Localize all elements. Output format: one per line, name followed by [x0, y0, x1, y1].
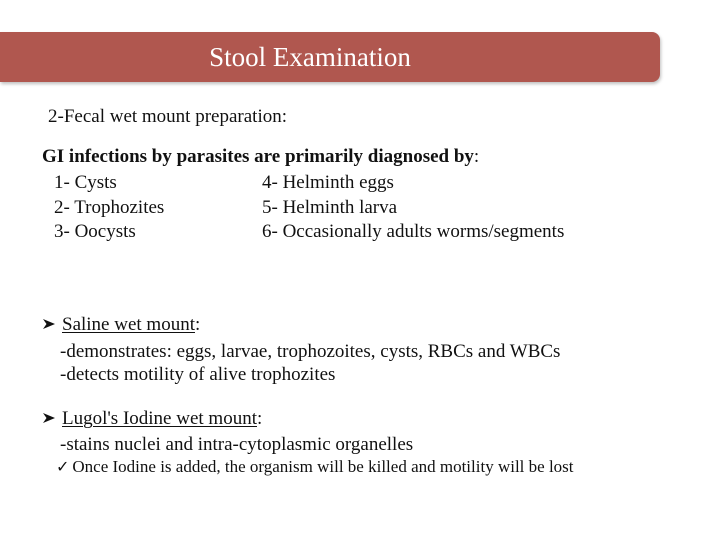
stage-item: 3- Oocysts	[54, 221, 136, 242]
check-mark-icon: ✓	[56, 459, 70, 476]
stage-item: 4- Helminth eggs	[262, 172, 394, 193]
detail-line: -stains nuclei and intra-cytoplasmic organelles	[60, 434, 414, 455]
saline-heading	[42, 314, 200, 336]
lugol-note-text: Once Iodine is added, the organism will be killed and motility will be lost	[72, 457, 574, 476]
lugol-heading	[42, 408, 262, 430]
stage-item: 5- Helminth larva	[262, 196, 398, 218]
slide-title: Stool Examination	[209, 42, 411, 72]
saline-details	[60, 341, 560, 386]
lugol-label: Lugol's Iodine wet mount	[62, 408, 257, 429]
section-subtitle: 2-Fecal wet mount preparation:	[48, 106, 288, 127]
detail-line: -demonstrates: eggs, larvae, trophozoites, cysts, RBCs and WBCs	[60, 341, 561, 362]
detail-line: -detects motility of alive trophozites	[60, 363, 336, 385]
stage-list-right	[262, 171, 564, 245]
title-banner	[0, 32, 660, 82]
saline-colon: :	[194, 314, 201, 335]
arrow-bullet-icon	[42, 411, 56, 425]
stage-item: 2- Trophozites	[54, 196, 165, 218]
saline-label: Saline wet mount	[62, 314, 195, 335]
stage-item: 6- Occasionally adults worms/segments	[262, 221, 565, 242]
stage-list-left	[54, 171, 164, 245]
intro-sentence	[42, 146, 479, 168]
arrow-bullet-icon	[42, 317, 56, 331]
intro-bold-text: GI infections by parasites are primarily diagnosed by	[42, 146, 474, 167]
intro-colon: :	[473, 146, 480, 167]
lugol-colon: :	[256, 408, 263, 429]
lugol-note	[56, 457, 574, 477]
lugol-details	[60, 434, 413, 457]
stage-item: 1- Cysts	[54, 172, 117, 193]
